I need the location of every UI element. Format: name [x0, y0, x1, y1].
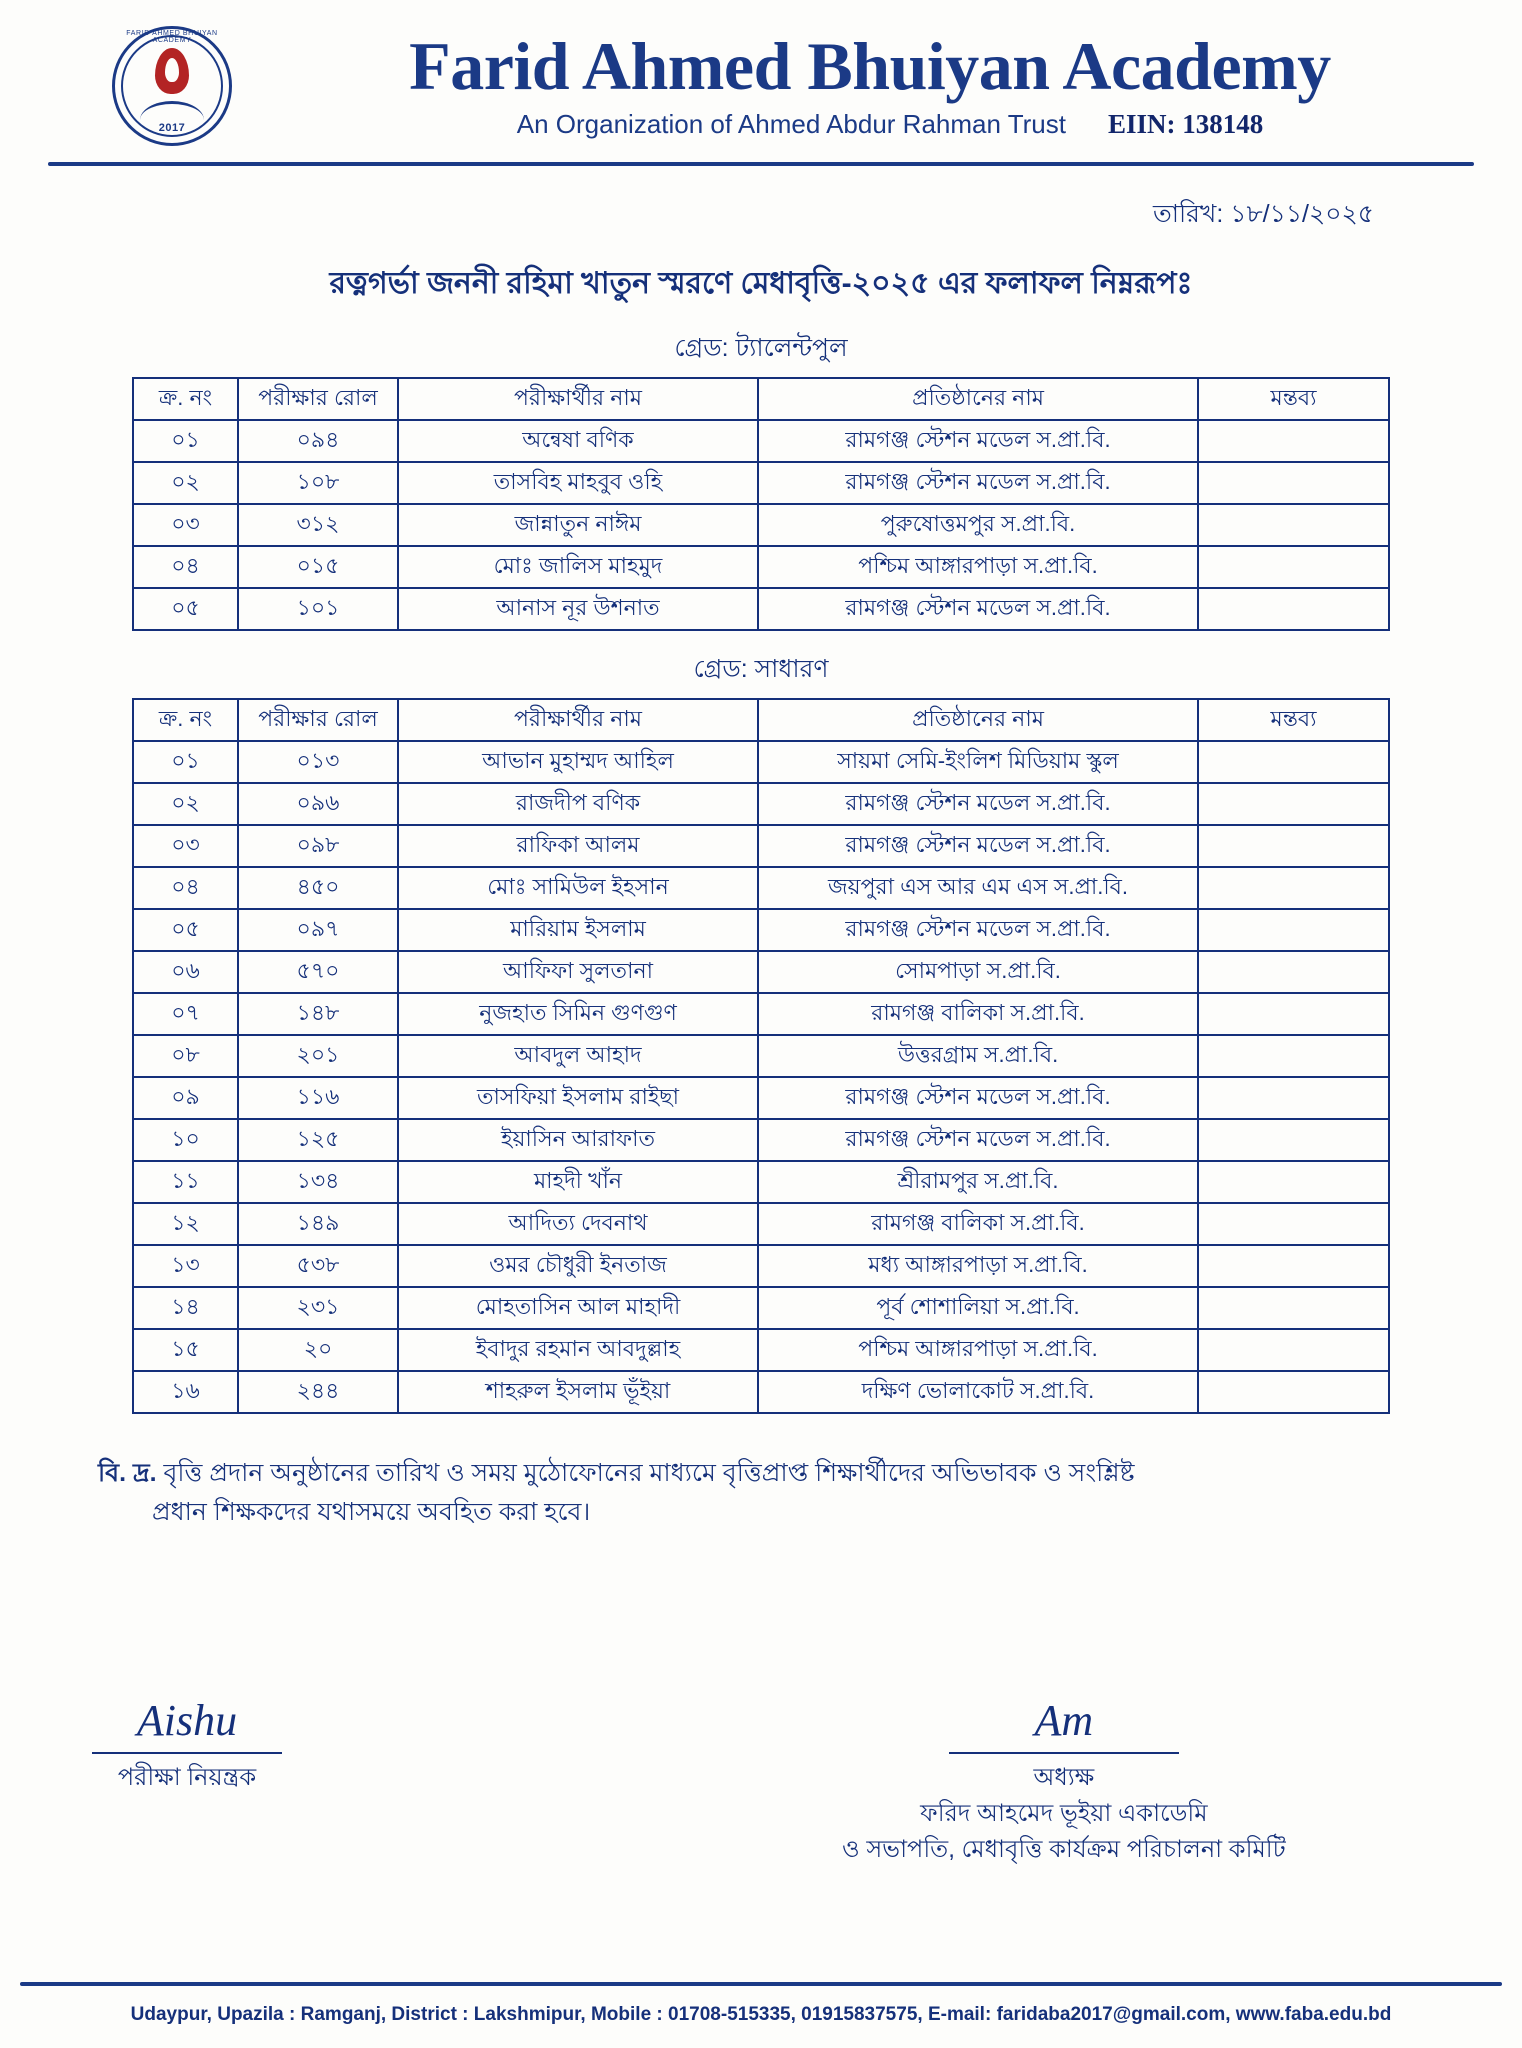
table-row	[133, 1035, 1389, 1077]
table-row	[133, 1119, 1389, 1161]
cell-student-name: মোঃ সামিউল ইহসান	[398, 867, 758, 909]
cell-roll: ১০৮	[238, 462, 398, 504]
cell-student-name: মোহতাসিন আল মাহাদী	[398, 1287, 758, 1329]
cell-remark	[1198, 951, 1389, 993]
signature-mark-principal: Am	[1034, 1696, 1094, 1745]
table-row	[133, 420, 1389, 462]
signature-caption-principal-academy: ফরিদ আহমেদ ভূইয়া একাডেমি	[920, 1800, 1208, 1827]
cell-institution: রামগঞ্জ স্টেশন মডেল স.প্রা.বি.	[758, 1119, 1198, 1161]
organization-line: An Organization of Ahmed Abdur Rahman Trust	[516, 109, 1066, 140]
table-row	[133, 1287, 1389, 1329]
cell-serial: ০৮	[133, 1035, 238, 1077]
cell-roll: ০৯৭	[238, 909, 398, 951]
cell-remark	[1198, 1077, 1389, 1119]
table-row	[133, 783, 1389, 825]
cell-remark	[1198, 741, 1389, 783]
results-table-talentpool	[132, 377, 1390, 631]
cell-student-name: মারিয়াম ইসলাম	[398, 909, 758, 951]
cell-institution: শ্রীরামপুর স.প্রা.বি.	[758, 1161, 1198, 1203]
date-line: তারিখ: ১৮/১১/২০২৫	[1153, 200, 1374, 228]
cell-roll: ১৩৪	[238, 1161, 398, 1203]
cell-student-name: শাহরুল ইসলাম ভূঁইয়া	[398, 1371, 758, 1413]
cell-roll: ২৩১	[238, 1287, 398, 1329]
note-line-2: প্রধান শিক্ষকদের যথাসময়ে অবহিত করা হবে।	[152, 1497, 591, 1526]
cell-institution: পূর্ব শোশালিয়া স.প্রা.বি.	[758, 1287, 1198, 1329]
cell-serial: ০৪	[133, 867, 238, 909]
table-row	[133, 825, 1389, 867]
cell-student-name: আনাস নূর উশনাত	[398, 588, 758, 630]
cell-remark	[1198, 909, 1389, 951]
cell-roll: ১০১	[238, 588, 398, 630]
cell-serial: ০৪	[133, 546, 238, 588]
cell-institution: দক্ষিণ ভোলাকোট স.প্রা.বি.	[758, 1371, 1198, 1413]
cell-remark	[1198, 420, 1389, 462]
cell-remark	[1198, 993, 1389, 1035]
signature-caption-principal-title: অধ্যক্ষ	[1033, 1764, 1095, 1791]
table-row	[133, 1245, 1389, 1287]
cell-institution: রামগঞ্জ স্টেশন মডেল স.প্রা.বি.	[758, 909, 1198, 951]
cell-student-name: আভান মুহাম্মদ আহিল	[398, 741, 758, 783]
table-row	[133, 1203, 1389, 1245]
column-header-remark: মন্তব্য	[1198, 699, 1389, 741]
cell-roll: ১৪৯	[238, 1203, 398, 1245]
grade-label-general: গ্রেড: সাধারণ	[693, 655, 829, 683]
cell-serial: ০৫	[133, 588, 238, 630]
cell-serial: ০১	[133, 420, 238, 462]
table-row	[133, 993, 1389, 1035]
eiin-number: EIIN: 138148	[1107, 109, 1264, 140]
cell-remark	[1198, 867, 1389, 909]
signature-line	[949, 1752, 1179, 1754]
cell-remark	[1198, 1203, 1389, 1245]
cell-serial: ০৯	[133, 1077, 238, 1119]
cell-roll: ০৯৪	[238, 420, 398, 462]
cell-serial: ১২	[133, 1203, 238, 1245]
cell-roll: ৩১২	[238, 504, 398, 546]
cell-student-name: ইবাদুর রহমান আবদুল্লাহ	[398, 1329, 758, 1371]
results-table-general	[132, 698, 1390, 1414]
cell-institution: রামগঞ্জ স্টেশন মডেল স.প্রা.বি.	[758, 588, 1198, 630]
cell-institution: রামগঞ্জ স্টেশন মডেল স.প্রা.বি.	[758, 462, 1198, 504]
cell-serial: ১১	[133, 1161, 238, 1203]
column-header-roll: পরীক্ষার রোল	[238, 378, 398, 420]
cell-institution: রামগঞ্জ বালিকা স.প্রা.বি.	[758, 1203, 1198, 1245]
cell-remark	[1198, 1371, 1389, 1413]
table-row	[133, 588, 1389, 630]
cell-serial: ০২	[133, 462, 238, 504]
cell-institution: রামগঞ্জ স্টেশন মডেল স.প্রা.বি.	[758, 783, 1198, 825]
cell-remark	[1198, 1245, 1389, 1287]
cell-roll: ০১৩	[238, 741, 398, 783]
column-header-roll: পরীক্ষার রোল	[238, 699, 398, 741]
note-line-1: বৃত্তি প্রদান অনুষ্ঠানের তারিখ ও সময় মুঠোফোনের মাধ্যমে বৃত্তিপ্রাপ্ত শিক্ষার্থীদের অভিভাবক ও সংশ্লিষ্ট	[163, 1459, 1135, 1487]
column-header-institution: প্রতিষ্ঠানের নাম	[758, 699, 1198, 741]
table-row	[133, 462, 1389, 504]
signature-block-controller	[92, 1690, 282, 1868]
table-row	[133, 504, 1389, 546]
column-header-serial: ক্র. নং	[133, 378, 238, 420]
cell-remark	[1198, 462, 1389, 504]
table-header-row	[133, 378, 1389, 420]
table-row	[133, 546, 1389, 588]
cell-serial: ১৬	[133, 1371, 238, 1413]
cell-institution: রামগঞ্জ স্টেশন মডেল স.প্রা.বি.	[758, 420, 1198, 462]
table-row	[133, 867, 1389, 909]
cell-roll: ১৪৮	[238, 993, 398, 1035]
cell-student-name: আদিত্য দেবনাথ	[398, 1203, 758, 1245]
signature-block-principal	[842, 1690, 1286, 1868]
cell-institution: পুরুষোত্তমপুর স.প্রা.বি.	[758, 504, 1198, 546]
cell-student-name: জান্নাতুন নাঈম	[398, 504, 758, 546]
logo-year: 2017	[158, 122, 186, 134]
cell-roll: ০১৫	[238, 546, 398, 588]
table-row	[133, 1371, 1389, 1413]
cell-student-name: আফিফা সুলতানা	[398, 951, 758, 993]
cell-serial: ০৭	[133, 993, 238, 1035]
column-header-institution: প্রতিষ্ঠানের নাম	[758, 378, 1198, 420]
footer-divider	[20, 1982, 1502, 1986]
signature-line	[92, 1752, 282, 1754]
cell-remark	[1198, 1329, 1389, 1371]
cell-student-name: মোঃ জালিস মাহমুদ	[398, 546, 758, 588]
cell-roll: ৪৫০	[238, 867, 398, 909]
table-row	[133, 741, 1389, 783]
cell-institution: রামগঞ্জ স্টেশন মডেল স.প্রা.বি.	[758, 825, 1198, 867]
cell-institution: জয়পুরা এস আর এম এস স.প্রা.বি.	[758, 867, 1198, 909]
letterhead	[0, 0, 1522, 166]
footer-note	[92, 1454, 1430, 1532]
cell-remark	[1198, 1035, 1389, 1077]
table-row	[133, 1161, 1389, 1203]
note-lead: বি. দ্র.	[98, 1459, 157, 1487]
cell-student-name: অন্বেষা বণিক	[398, 420, 758, 462]
cell-roll: ৫৩৮	[238, 1245, 398, 1287]
cell-student-name: ইয়াসিন আরাফাত	[398, 1119, 758, 1161]
cell-remark	[1198, 1287, 1389, 1329]
column-header-remark: মন্তব্য	[1198, 378, 1389, 420]
cell-serial: ১০	[133, 1119, 238, 1161]
cell-student-name: তাসবিহ মাহবুব ওহি	[398, 462, 758, 504]
cell-roll: ২০১	[238, 1035, 398, 1077]
table-row	[133, 1077, 1389, 1119]
academy-name: Farid Ahmed Bhuiyan Academy	[409, 27, 1331, 104]
cell-student-name: রাফিকা আলম	[398, 825, 758, 867]
cell-roll: ৫৭০	[238, 951, 398, 993]
cell-remark	[1198, 1119, 1389, 1161]
cell-student-name: আবদুল আহাদ	[398, 1035, 758, 1077]
cell-institution: রামগঞ্জ স্টেশন মডেল স.প্রা.বি.	[758, 1077, 1198, 1119]
cell-student-name: ওমর চৌধুরী ইনতাজ	[398, 1245, 758, 1287]
signature-caption-controller: পরীক্ষা নিয়ন্ত্রক	[117, 1764, 257, 1791]
cell-remark	[1198, 783, 1389, 825]
column-header-serial: ক্র. নং	[133, 699, 238, 741]
cell-roll: ২৪৪	[238, 1371, 398, 1413]
cell-remark	[1198, 1161, 1389, 1203]
cell-serial: ০৩	[133, 504, 238, 546]
cell-remark	[1198, 825, 1389, 867]
table-row	[133, 1329, 1389, 1371]
cell-student-name: মাহদী খাঁন	[398, 1161, 758, 1203]
signature-caption-principal-committee: ও সভাপতি, মেধাবৃত্তি কার্যক্রম পরিচালনা কমিটি	[842, 1836, 1286, 1863]
cell-serial: ০৫	[133, 909, 238, 951]
cell-serial: ০২	[133, 783, 238, 825]
cell-roll: ২০	[238, 1329, 398, 1371]
cell-serial: ০৬	[133, 951, 238, 993]
signature-mark-controller: Aishu	[136, 1696, 238, 1745]
cell-roll: ১২৫	[238, 1119, 398, 1161]
cell-roll: ০৯৮	[238, 825, 398, 867]
cell-institution: পশ্চিম আঙ্গারপাড়া স.প্রা.বি.	[758, 546, 1198, 588]
cell-institution: রামগঞ্জ বালিকা স.প্রা.বি.	[758, 993, 1198, 1035]
cell-serial: ১৪	[133, 1287, 238, 1329]
cell-student-name: রাজদীপ বণিক	[398, 783, 758, 825]
cell-institution: সায়মা সেমি-ইংলিশ মিডিয়াম স্কুল	[758, 741, 1198, 783]
cell-student-name: তাসফিয়া ইসলাম রাইছা	[398, 1077, 758, 1119]
academy-logo-icon	[108, 22, 236, 150]
column-header-student-name: পরীক্ষার্থীর নাম	[398, 378, 758, 420]
signature-area	[0, 1690, 1522, 1868]
cell-remark	[1198, 546, 1389, 588]
logo-arc-text: FARID AHMED BHUIYAN ACADEMY	[126, 30, 218, 44]
cell-institution: পশ্চিম আঙ্গারপাড়া স.প্রা.বি.	[758, 1329, 1198, 1371]
cell-institution: সোমপাড়া স.প্রা.বি.	[758, 951, 1198, 993]
cell-roll: ১১৬	[238, 1077, 398, 1119]
flame-icon	[155, 48, 189, 94]
footer-contact: Udaypur, Upazila : Ramganj, District : Lakshmipur, Mobile : 01708-515335, 01915837575, E-mail: faridaba2017@gmail.com, www.faba.edu.bd	[130, 2004, 1392, 2025]
cell-serial: ১৩	[133, 1245, 238, 1287]
cell-serial: ০১	[133, 741, 238, 783]
cell-remark	[1198, 588, 1389, 630]
column-header-student-name: পরীক্ষার্থীর নাম	[398, 699, 758, 741]
cell-student-name: নুজহাত সিমিন গুণগুণ	[398, 993, 758, 1035]
cell-institution: মধ্য আঙ্গারপাড়া স.প্রা.বি.	[758, 1245, 1198, 1287]
cell-serial: ১৫	[133, 1329, 238, 1371]
table-header-row	[133, 699, 1389, 741]
cell-remark	[1198, 504, 1389, 546]
cell-roll: ০৯৬	[238, 783, 398, 825]
grade-label-talentpool: গ্রেড: ট্যালেন্টপুল	[674, 334, 848, 362]
document-content	[0, 194, 1522, 1532]
header-divider	[48, 162, 1474, 166]
table-row	[133, 909, 1389, 951]
cell-institution: উত্তরগ্রাম স.প্রা.বি.	[758, 1035, 1198, 1077]
table-row	[133, 951, 1389, 993]
cell-serial: ০৩	[133, 825, 238, 867]
page-title: রত্নগর্ভা জননী রহিমা খাতুন স্মরণে মেধাবৃত্তি-২০২৫ এর ফলাফল নিম্নরূপঃ	[329, 267, 1193, 300]
